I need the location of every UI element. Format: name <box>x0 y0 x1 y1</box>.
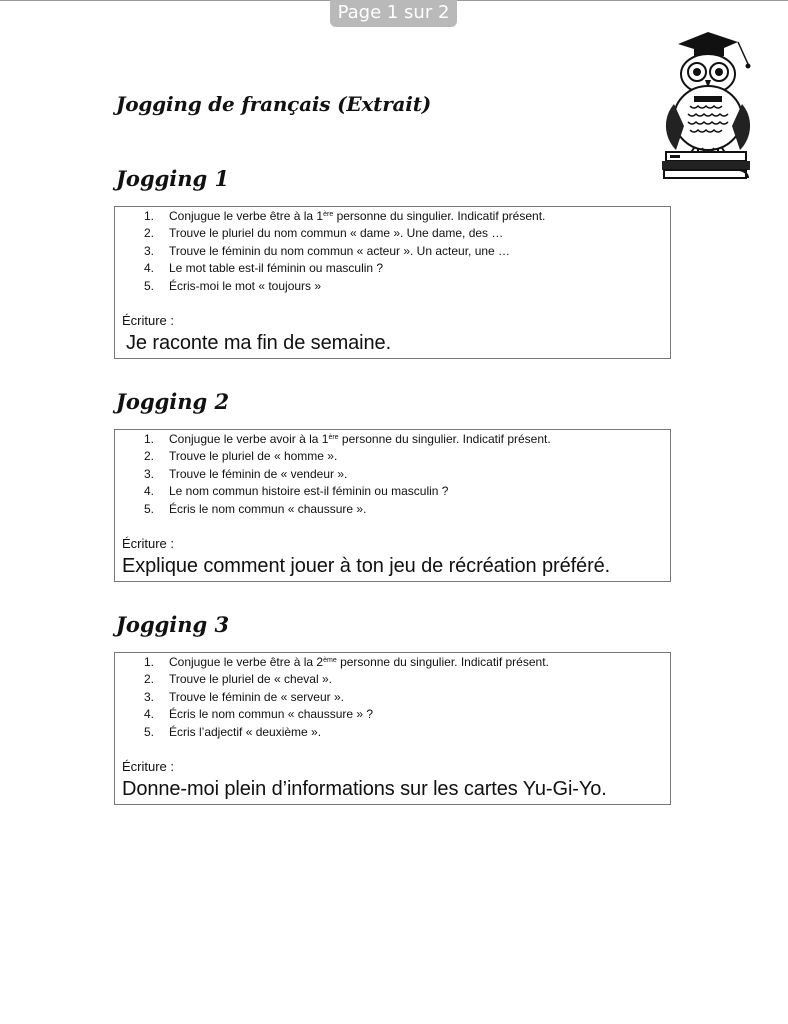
question-number: 5. <box>144 501 155 516</box>
question-item <box>115 278 670 295</box>
question-number: 2. <box>144 226 155 241</box>
question-text: Écris-moi le mot « toujours » <box>169 278 322 293</box>
question-item <box>115 225 670 242</box>
jogging-2-questions <box>115 431 670 518</box>
question-item <box>115 448 670 465</box>
document-title: Jogging de français (Extrait) <box>116 92 431 116</box>
question-text: Trouve le pluriel de « cheval ». <box>169 672 332 687</box>
question-text: Écris le nom commun « chaussure » ? <box>169 707 374 722</box>
question-text: Conjugue le verbe avoir à la 1ère personne du singulier. Indicatif présent. <box>169 432 551 446</box>
question-number: 1. <box>144 655 155 669</box>
question-text: Trouve le féminin de « vendeur ». <box>169 466 348 481</box>
question-text: Écris le nom commun « chaussure ». <box>169 501 367 516</box>
ecriture-label: Écriture : <box>122 313 175 328</box>
ecriture-label: Écriture : <box>122 536 175 551</box>
jogging-3-box <box>114 652 671 805</box>
page-indicator: Page 1 sur 2 <box>330 0 457 27</box>
question-number: 3. <box>144 689 155 704</box>
writing-prompt: Donne-moi plein d’informations sur les cartes Yu-Gi-Yo. <box>122 778 607 800</box>
question-text: Le mot table est-il féminin ou masculin ? <box>169 261 384 276</box>
question-number: 1. <box>144 432 155 446</box>
question-text: Conjugue le verbe être à la 1ère personne du singulier. Indicatif présent. <box>169 209 546 223</box>
question-number: 5. <box>144 278 155 293</box>
question-item <box>115 483 670 500</box>
question-text: Conjugue le verbe être à la 2ème personne du singulier. Indicatif présent. <box>169 655 549 669</box>
jogging-3-heading: Jogging 3 <box>116 612 230 637</box>
owl-graduate-on-books-icon <box>658 26 758 180</box>
question-number: 2. <box>144 449 155 464</box>
question-number: 4. <box>144 707 155 722</box>
jogging-3-questions <box>115 654 670 741</box>
question-text: Trouve le féminin de « serveur ». <box>169 689 344 704</box>
question-number: 3. <box>144 466 155 481</box>
jogging-1-questions <box>115 208 670 295</box>
question-item <box>115 260 670 277</box>
question-text: Trouve le pluriel de « homme ». <box>169 449 338 464</box>
question-text: Trouve le féminin du nom commun « acteur ». Un acteur, une … <box>169 243 511 258</box>
question-item <box>115 466 670 483</box>
question-item <box>115 654 670 671</box>
question-number: 5. <box>144 724 155 739</box>
question-text: Écris l’adjectif « deuxième ». <box>169 724 322 739</box>
question-item <box>115 501 670 518</box>
question-item <box>115 706 670 723</box>
question-item <box>115 671 670 688</box>
question-text: Trouve le pluriel du nom commun « dame ». Une dame, des … <box>169 226 504 241</box>
jogging-1-heading: Jogging 1 <box>116 166 230 191</box>
question-text: Le nom commun histoire est-il féminin ou masculin ? <box>169 484 449 499</box>
question-number: 4. <box>144 261 155 276</box>
question-item <box>115 431 670 448</box>
question-number: 3. <box>144 243 155 258</box>
question-item <box>115 724 670 741</box>
question-number: 2. <box>144 672 155 687</box>
ecriture-label: Écriture : <box>122 759 175 774</box>
writing-prompt: Je raconte ma fin de semaine. <box>126 332 392 354</box>
question-item <box>115 243 670 260</box>
question-number: 1. <box>144 209 155 223</box>
question-item <box>115 689 670 706</box>
question-item <box>115 208 670 225</box>
jogging-2-heading: Jogging 2 <box>116 389 230 414</box>
jogging-1-box <box>114 206 671 359</box>
jogging-2-box <box>114 429 671 582</box>
question-number: 4. <box>144 484 155 499</box>
writing-prompt: Explique comment jouer à ton jeu de récréation préféré. <box>122 555 611 577</box>
